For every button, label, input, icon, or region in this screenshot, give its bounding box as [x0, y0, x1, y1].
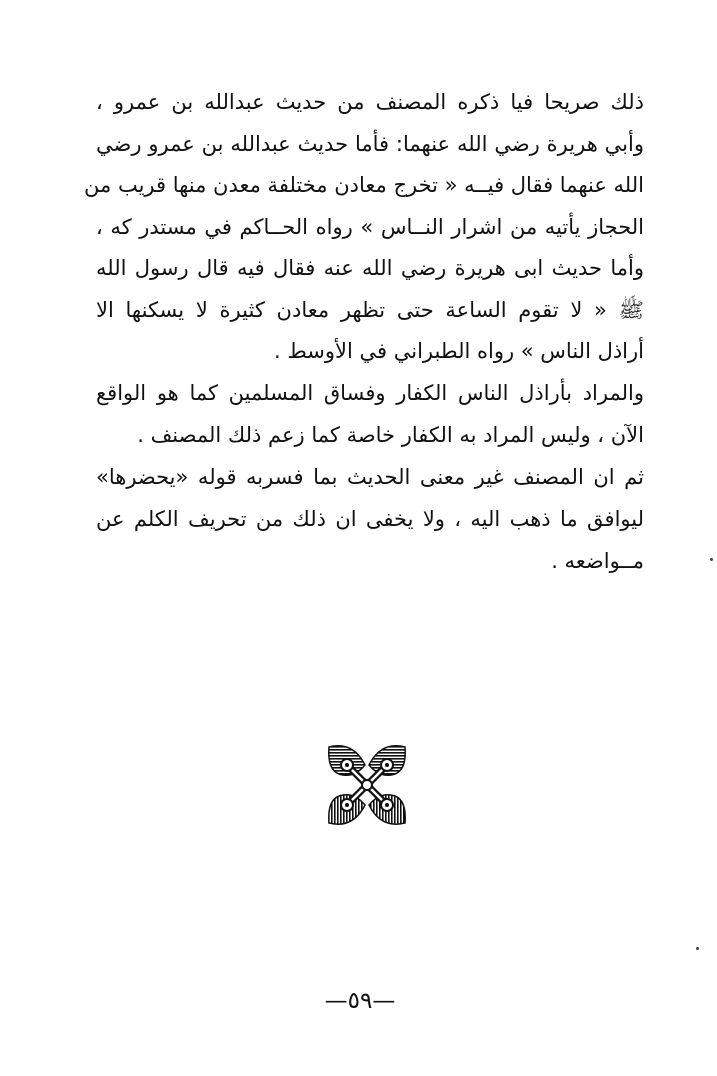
page-number: —٥٩— — [324, 988, 396, 1014]
scan-speck — [710, 558, 713, 561]
text-line: مــواضعه . — [551, 549, 644, 573]
paragraph-1 — [84, 82, 644, 373]
paragraph-3 — [96, 456, 644, 582]
paragraph-2 — [96, 372, 644, 456]
decorative-fleuron-icon — [325, 743, 409, 827]
text-line: أراذل الناس » رواه الطبراني في الأوسط . — [274, 339, 644, 363]
text-line: ﷺ « لا تقوم الساعة حتى تظهر معادن كثيرة لا يسكنها الا — [96, 297, 644, 322]
text-line: ليوافق ما ذهب اليه ، ولا يخفى ان ذلك من تحريف الكلم عن — [96, 507, 644, 531]
text-line: الآن ، وليس المراد به الكفار خاصة كما زعم ذلك المصنف . — [137, 423, 644, 447]
text-line: الله عنهما فقال فيــه « تخرج معادن مختلفة معدن منها قريب من — [84, 173, 644, 197]
text-line: والمراد بأراذل الناس الكفار وفساق المسلمين كما هو الواقع — [96, 381, 644, 405]
text-line: ثم ان المصنف غير معنى الحديث بما فسربه قوله «يحضرها» — [96, 465, 644, 489]
text-line: الحجاز يأتيه من اشرار النــاس » رواه الحــاكم في مستدر كه ، — [96, 214, 644, 239]
text-line: وأما حديث ابى هريرة رضي الله عنه فقال فيه قال رسول الله — [96, 256, 644, 280]
scan-speck — [696, 947, 699, 950]
text-line: ذلك صريحا فيا ذكره المصنف من حديث عبدالله بن عمرو ، — [96, 90, 644, 114]
text-line: وأبي هريرة رضي الله عنهما: فأما حديث عبدالله بن عمرو رضي — [96, 131, 644, 156]
